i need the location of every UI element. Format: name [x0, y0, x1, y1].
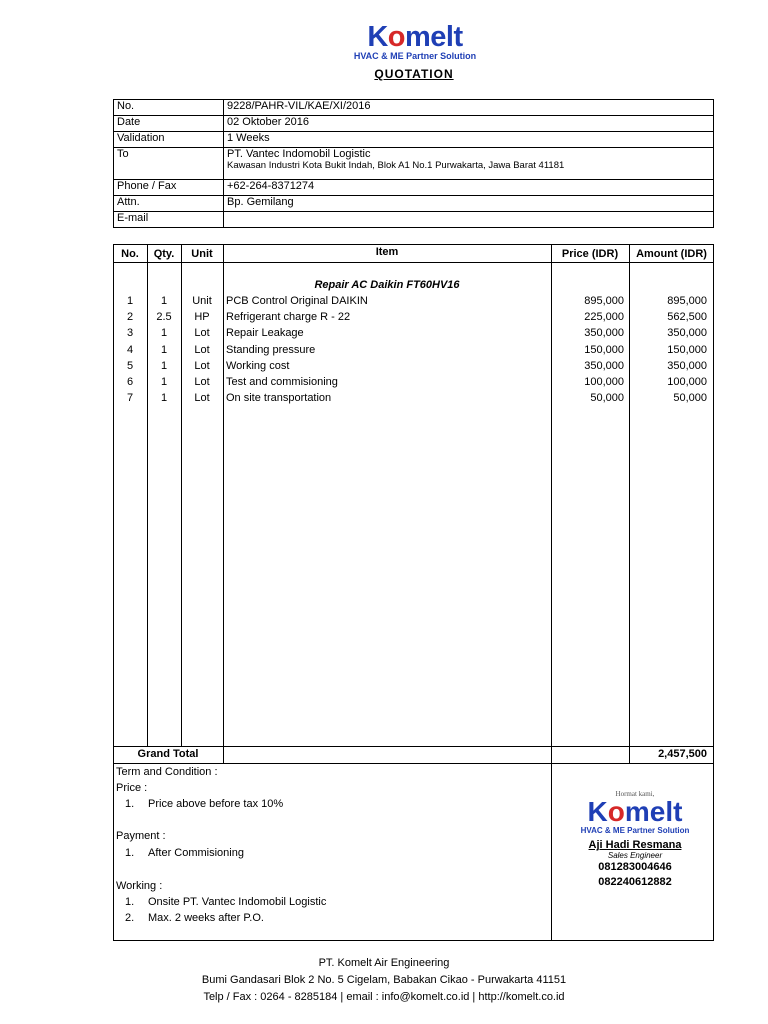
cell-unit: Lot [194, 327, 210, 339]
cell-price: 50,000 [590, 392, 624, 404]
payment-heading: Payment : [116, 830, 166, 842]
working-term: Max. 2 weeks after P.O. [148, 912, 264, 924]
info-row-date [114, 116, 714, 132]
header-amount: Amount (IDR) [636, 248, 707, 260]
cell-qty: 1 [160, 344, 168, 356]
terms-heading: Term and Condition : [116, 766, 218, 778]
logo-subtitle: HVAC & ME Partner Solution [353, 51, 477, 61]
cell-unit: Lot [194, 376, 210, 388]
cell-unit: HP [194, 311, 210, 323]
signature-logo-subtitle: HVAC & ME Partner Solution [580, 826, 690, 835]
payment-term: After Commisioning [148, 847, 244, 859]
footer-company: PT. Komelt Air Engineering [318, 957, 450, 969]
list-number: 2. [125, 912, 135, 924]
cell-item: Standing pressure [226, 344, 316, 356]
section-title: Repair AC Daikin FT60HV16 [314, 279, 460, 291]
cell-unit: Lot [194, 344, 210, 356]
info-label: E-mail [114, 212, 224, 228]
info-value-to [224, 148, 714, 180]
cell-item: Repair Leakage [226, 327, 304, 339]
cell-amount: 350,000 [667, 327, 707, 339]
cell-qty: 1 [160, 327, 168, 339]
cell-unit: Lot [194, 392, 210, 404]
header-price: Price (IDR) [561, 248, 619, 260]
signature-greeting: Hormat kami, [615, 790, 655, 798]
cell-item: Refrigerant charge R - 22 [226, 311, 351, 323]
signature-logo: Komelt [587, 796, 683, 827]
cell-price: 150,000 [584, 344, 624, 356]
info-row-phone [114, 180, 714, 196]
info-label: To [114, 148, 224, 180]
document-title: QUOTATION [374, 67, 454, 81]
footer-contact: Telp / Fax : 0264 - 8285184 | email : info@komelt.co.id | http://komelt.co.id [203, 991, 565, 1003]
header-unit: Unit [191, 248, 213, 260]
info-row-email [114, 212, 714, 228]
info-value: 02 Oktober 2016 [224, 116, 714, 132]
cell-no: 1 [126, 295, 134, 307]
list-number: 1. [125, 896, 135, 908]
info-value [224, 212, 714, 228]
cell-no: 4 [126, 344, 134, 356]
info-value: 1 Weeks [224, 132, 714, 148]
cell-amount: 50,000 [673, 392, 707, 404]
cell-item: On site transportation [226, 392, 332, 404]
cell-qty: 1 [160, 360, 168, 372]
logo-wordmark: Komelt [367, 21, 463, 53]
grand-total-value: 2,457,500 [658, 748, 707, 760]
cell-price: 225,000 [584, 311, 624, 323]
info-label: Date [114, 116, 224, 132]
grand-total-label: Grand Total [137, 748, 199, 760]
cell-qty: 1 [160, 376, 168, 388]
recipient-address: Kawasan Industri Kota Bukit Indah, Blok A1 No.1 Purwakarta, Jawa Barat 41181 [227, 160, 565, 171]
price-heading: Price : [116, 782, 148, 794]
cell-amount: 350,000 [667, 360, 707, 372]
cell-unit: Unit [192, 295, 212, 307]
cell-price: 100,000 [584, 376, 624, 388]
header-no: No. [121, 248, 139, 260]
cell-no: 3 [126, 327, 134, 339]
working-term: Onsite PT. Vantec Indomobil Logistic [148, 896, 327, 908]
cell-no: 6 [126, 376, 134, 388]
info-row-validation [114, 132, 714, 148]
cell-price: 350,000 [584, 327, 624, 339]
cell-amount: 895,000 [667, 295, 707, 307]
info-label: Phone / Fax [114, 180, 224, 196]
footer [0, 955, 768, 1006]
info-row-attn [114, 196, 714, 212]
info-value: 9228/PAHR-VIL/KAE/XI/2016 [224, 100, 714, 116]
cell-price: 350,000 [584, 360, 624, 372]
header-qty: Qty. [153, 248, 175, 260]
cell-amount: 562,500 [667, 311, 707, 323]
cell-item: PCB Control Original DAIKIN [226, 295, 368, 307]
info-row-to [114, 148, 714, 180]
list-number: 1. [125, 847, 135, 859]
cell-no: 5 [126, 360, 134, 372]
recipient-company: PT. Vantec Indomobil Logistic [227, 148, 371, 160]
price-term: Price above before tax 10% [148, 798, 284, 810]
signer-role: Sales Engineer [607, 851, 663, 860]
cell-qty: 1 [160, 295, 168, 307]
info-row-no [114, 100, 714, 116]
cell-price: 895,000 [584, 295, 624, 307]
signer-phone: 081283004646 [598, 861, 672, 873]
info-label: Validation [114, 132, 224, 148]
signature-block [570, 790, 700, 890]
header-item: Item [375, 246, 399, 258]
cell-amount: 100,000 [667, 376, 707, 388]
document-title-wrap [0, 67, 768, 81]
quotation-info-table [113, 99, 714, 228]
list-number: 1. [125, 798, 135, 810]
cell-no: 7 [126, 392, 134, 404]
cell-no: 2 [126, 311, 134, 323]
cell-qty: 1 [160, 392, 168, 404]
info-value: +62-264-8371274 [224, 180, 714, 196]
signer-name: Aji Hadi Resmana [588, 839, 682, 851]
info-label: Attn. [114, 196, 224, 212]
cell-qty: 2.5 [156, 311, 172, 323]
signer-phone: 082240612882 [598, 876, 672, 888]
company-logo [345, 22, 485, 61]
cell-unit: Lot [194, 360, 210, 372]
info-label: No. [114, 100, 224, 116]
cell-item: Working cost [226, 360, 290, 372]
items-table [113, 244, 714, 764]
info-value: Bp. Gemilang [224, 196, 714, 212]
cell-item: Test and commisioning [226, 376, 338, 388]
footer-address: Bumi Gandasari Blok 2 No. 5 Cigelam, Babakan Cikao - Purwakarta 41151 [201, 974, 567, 986]
working-heading: Working : [116, 880, 163, 892]
cell-amount: 150,000 [667, 344, 707, 356]
